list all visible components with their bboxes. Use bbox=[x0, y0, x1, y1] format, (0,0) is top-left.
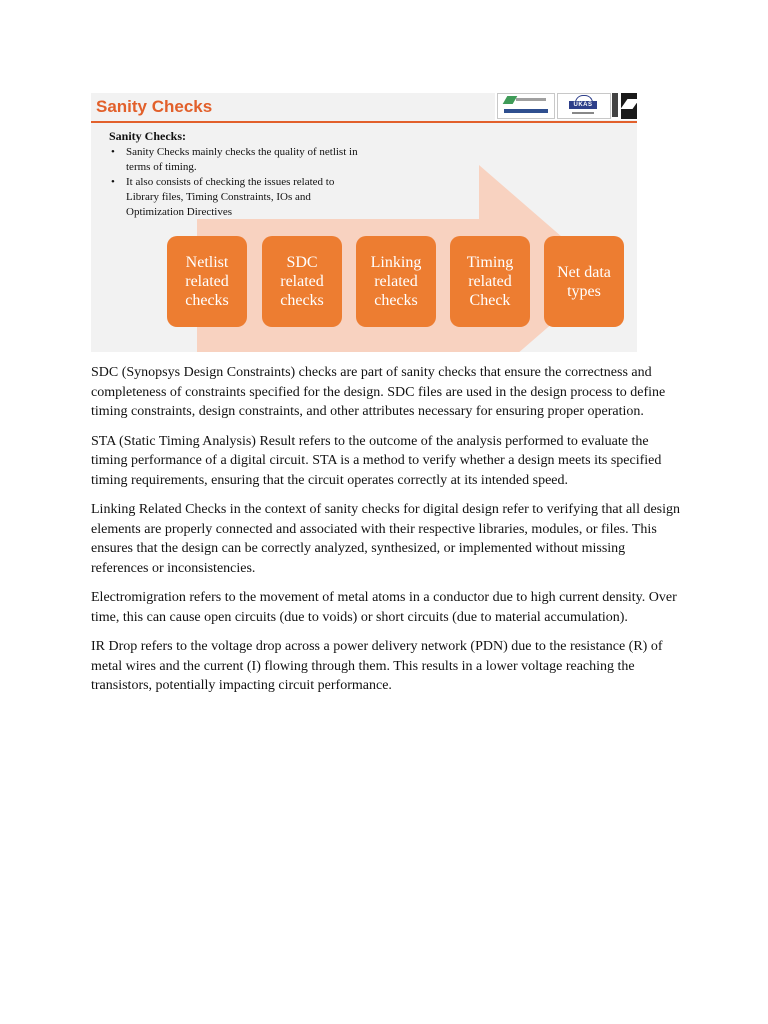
slide-title: Sanity Checks bbox=[96, 97, 213, 116]
step-sdc-related-checks: SDC related checks bbox=[262, 236, 342, 327]
slide-bullet-list bbox=[109, 145, 359, 220]
step-netlist-related-checks: Netlist related checks bbox=[167, 236, 247, 327]
slide-image bbox=[91, 93, 637, 352]
paragraph-sta: STA (Static Timing Analysis) Result refers to the outcome of the analysis performed to evaluate the timing performance of a digital circuit. STA is a method to verify whether a design meets its specified timing requirements, ensuring that the circuit operates correctly at its intended speed. bbox=[91, 433, 662, 488]
step-timing-related-check: Timing related Check bbox=[450, 236, 530, 327]
ukas-logo-mark: UKAS bbox=[569, 101, 597, 109]
paragraph-electromigration: Electromigration refers to the movement of metal atoms in a conductor due to high current density. Over time, this can cause open circuits (due to voids) or short circuits (due to material accumulation). bbox=[91, 590, 677, 625]
slide-heading: Sanity Checks: bbox=[109, 129, 187, 143]
step-linking-related-checks: Linking related checks bbox=[356, 236, 436, 327]
bullet-item: • Sanity Checks mainly checks the quality of netlist in terms of timing. bbox=[109, 145, 359, 175]
step-net-data-types: Net data types bbox=[544, 236, 624, 327]
paragraph-ir-drop: IR Drop refers to the voltage drop across a power delivery network (PDN) due to the resistance (R) of metal wires and the current (I) flowing through them. This results in a lower voltage reaching the transistors, potentially impacting circuit performance. bbox=[91, 639, 663, 693]
paragraph-linking: Linking Related Checks in the context of sanity checks for digital design refer to verifying that all design elements are properly connected and associated with their respective libraries, modules, or files. This ensures that the design can be correctly analyzed, synthesized, or implemented without missing references or inconsistencies. bbox=[91, 502, 681, 576]
document-body bbox=[91, 363, 681, 706]
bullet-item: • It also consists of checking the issues related to Library files, Timing Constraints, IOs and Optimization Directives bbox=[109, 175, 359, 220]
paragraph-sdc: SDC (Synopsys Design Constraints) checks are part of sanity checks that ensure the correctness and completeness of constraints specified for the design. SDC files are used in the design process to define timing constraints, design constraints, and other attributes necessary for ensuring proper operation. bbox=[91, 365, 666, 419]
